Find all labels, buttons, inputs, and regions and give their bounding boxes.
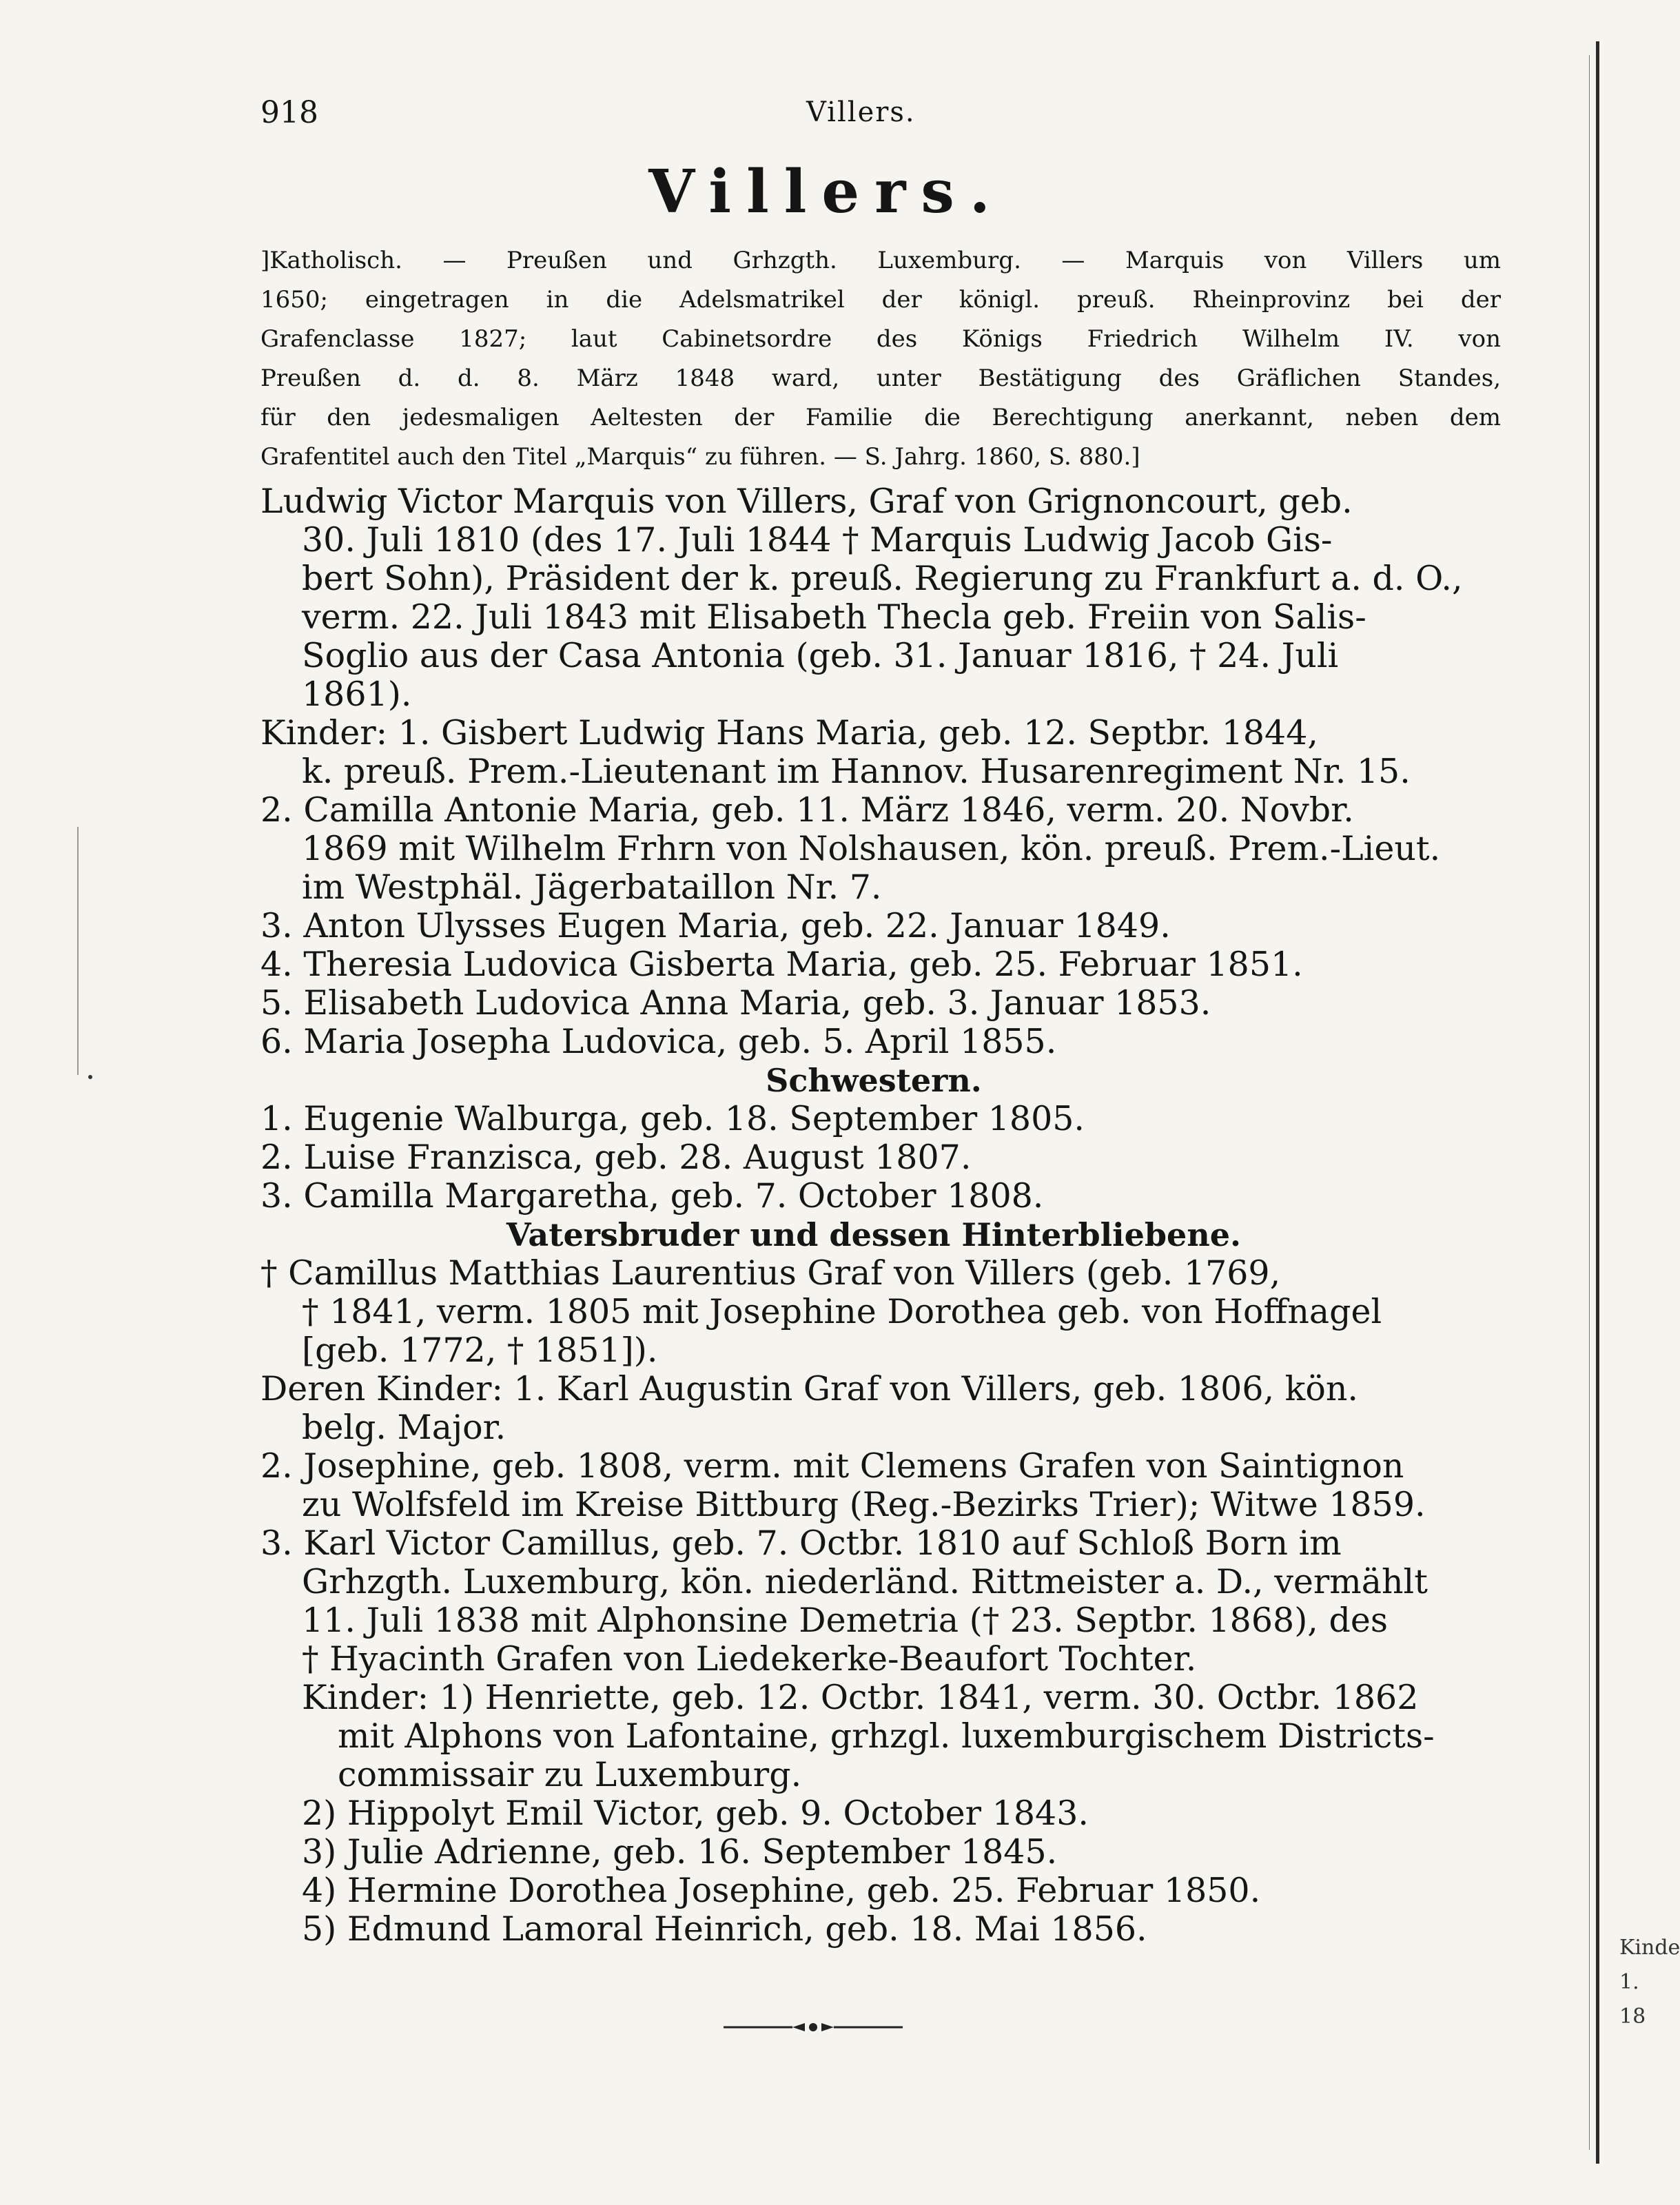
sisters-heading: Schwestern.	[766, 1062, 982, 1099]
binding-edge-line	[1596, 41, 1599, 2164]
children-line: im Westphäl. Jägerbataillon Nr. 7.	[302, 868, 882, 907]
children-line: 2. Camilla Antonie Maria, geb. 11. März 1846, verm. 20. Novbr.	[260, 790, 1354, 830]
grandchild-line: 2) Hippolyt Emil Victor, geb. 9. October 1843.	[302, 1794, 1089, 1833]
head-of-house-line: bert Sohn), Präsident der k. preuß. Regierung zu Frankfurt a. d. O.,	[302, 559, 1463, 598]
children-line: 6. Maria Josepha Ludovica, geb. 5. April 1855.	[260, 1022, 1057, 1061]
intro-line: Grafenclasse 1827; laut Cabinetsordre des Königs Friedrich Wilhelm IV. von	[260, 325, 1501, 353]
sister-line: 2. Luise Franzisca, geb. 28. August 1807.	[260, 1138, 972, 1177]
running-head: Villers.	[806, 96, 916, 128]
binding-edge-shadow	[1589, 55, 1590, 2150]
uncle-line: † 1841, verm. 1805 mit Josephine Dorothea geb. von Hoffnagel	[302, 1292, 1382, 1331]
head-of-house-line: Soglio aus der Casa Antonia (geb. 31. Januar 1816, † 24. Juli	[302, 636, 1339, 675]
intro-line: 1650; eingetragen in die Adelsmatrikel der königl. preuß. Rheinprovinz bei der	[260, 286, 1501, 314]
grandchild-line: commissair zu Luxemburg.	[338, 1755, 802, 1794]
intro-line: Grafentitel auch den Titel „Marquis“ zu führen. — S. Jahrg. 1860, S. 880.]	[260, 443, 1140, 471]
intro-line: für den jedesmaligen Aeltesten der Familie die Berechtigung anerkannt, neben dem	[260, 404, 1501, 431]
grandchild-line: mit Alphons von Lafontaine, grhzgl. luxemburgischem Districts-	[338, 1716, 1435, 1756]
intro-paragraph	[260, 241, 1501, 477]
head-of-house-line: 1861).	[302, 675, 412, 714]
cousin-line: † Hyacinth Grafen von Liedekerke-Beaufort Tochter.	[302, 1639, 1197, 1679]
end-ornament-icon	[724, 2022, 903, 2033]
sister-line: 3. Camilla Margaretha, geb. 7. October 1808.	[260, 1176, 1044, 1216]
head-of-house-line: verm. 22. Juli 1843 mit Elisabeth Thecla geb. Freiin von Salis-	[302, 597, 1366, 637]
head-of-house-line: 30. Juli 1810 (des 17. Juli 1844 † Marquis Ludwig Jacob Gis-	[302, 520, 1333, 560]
grandchild-line: 3) Julie Adrienne, geb. 16. September 1845.	[302, 1832, 1058, 1871]
children-line: 4. Theresia Ludovica Gisberta Maria, geb. 25. Februar 1851.	[260, 945, 1303, 984]
cousin-line: 11. Juli 1838 mit Alphonsine Demetria († 23. Septbr. 1868), des	[302, 1601, 1388, 1640]
page-number: 918	[260, 95, 318, 130]
intro-line: ]Katholisch. — Preußen und Grhzgth. Luxemburg. — Marquis von Villers um	[260, 247, 1501, 274]
margin-bleed-text: 1.	[1619, 1970, 1639, 1994]
family-title: Villers.	[648, 157, 1005, 227]
cousin-line: 2. Josephine, geb. 1808, verm. mit Clemens Grafen von Saintignon	[260, 1446, 1404, 1486]
grandchild-line: 4) Hermine Dorothea Josephine, geb. 25. Februar 1850.	[302, 1871, 1261, 1910]
uncle-heading: Vatersbruder und dessen Hinterbliebene.	[506, 1216, 1242, 1253]
uncle-line: † Camillus Matthias Laurentius Graf von Villers (geb. 1769,	[260, 1253, 1281, 1293]
cousin-line: 3. Karl Victor Camillus, geb. 7. Octbr. 1810 auf Schloß Born im	[260, 1524, 1342, 1563]
grandchild-line: 5) Edmund Lamoral Heinrich, geb. 18. Mai 1856.	[302, 1909, 1147, 1949]
cousin-line: belg. Major.	[302, 1408, 506, 1447]
scan-speck	[88, 1075, 92, 1079]
children-line: k. preuß. Prem.-Lieutenant im Hannov. Husarenregiment Nr. 15.	[302, 752, 1411, 791]
uncle-line: [geb. 1772, † 1851]).	[302, 1331, 658, 1370]
scan-speck-line	[77, 827, 79, 1075]
margin-bleed-text: Kinde	[1619, 1936, 1680, 1960]
children-line: 5. Elisabeth Ludovica Anna Maria, geb. 3. Januar 1853.	[260, 983, 1211, 1023]
intro-line: Preußen d. d. 8. März 1848 ward, unter Bestätigung des Gräflichen Standes,	[260, 365, 1501, 392]
margin-bleed-text: 18	[1619, 2004, 1646, 2029]
head-of-house-line: Ludwig Victor Marquis von Villers, Graf von Grignoncourt, geb.	[260, 482, 1353, 521]
genealogy-body	[260, 482, 1487, 1949]
grandchild-line: Kinder: 1) Henriette, geb. 12. Octbr. 1841, verm. 30. Octbr. 1862	[302, 1678, 1419, 1717]
cousin-line: Grhzgth. Luxemburg, kön. niederländ. Rittmeister a. D., vermählt	[302, 1562, 1428, 1601]
children-line: 3. Anton Ulysses Eugen Maria, geb. 22. Januar 1849.	[260, 906, 1171, 945]
children-line: Kinder: 1. Gisbert Ludwig Hans Maria, geb. 12. Septbr. 1844,	[260, 713, 1318, 752]
cousin-line: zu Wolfsfeld im Kreise Bittburg (Reg.-Bezirks Trier); Witwe 1859.	[302, 1485, 1426, 1524]
children-line: 1869 mit Wilhelm Frhrn von Nolshausen, kön. preuß. Prem.-Lieut.	[302, 829, 1441, 868]
cousin-line: Deren Kinder: 1. Karl Augustin Graf von Villers, geb. 1806, kön.	[260, 1369, 1359, 1408]
sister-line: 1. Eugenie Walburga, geb. 18. September 1805.	[260, 1099, 1085, 1138]
